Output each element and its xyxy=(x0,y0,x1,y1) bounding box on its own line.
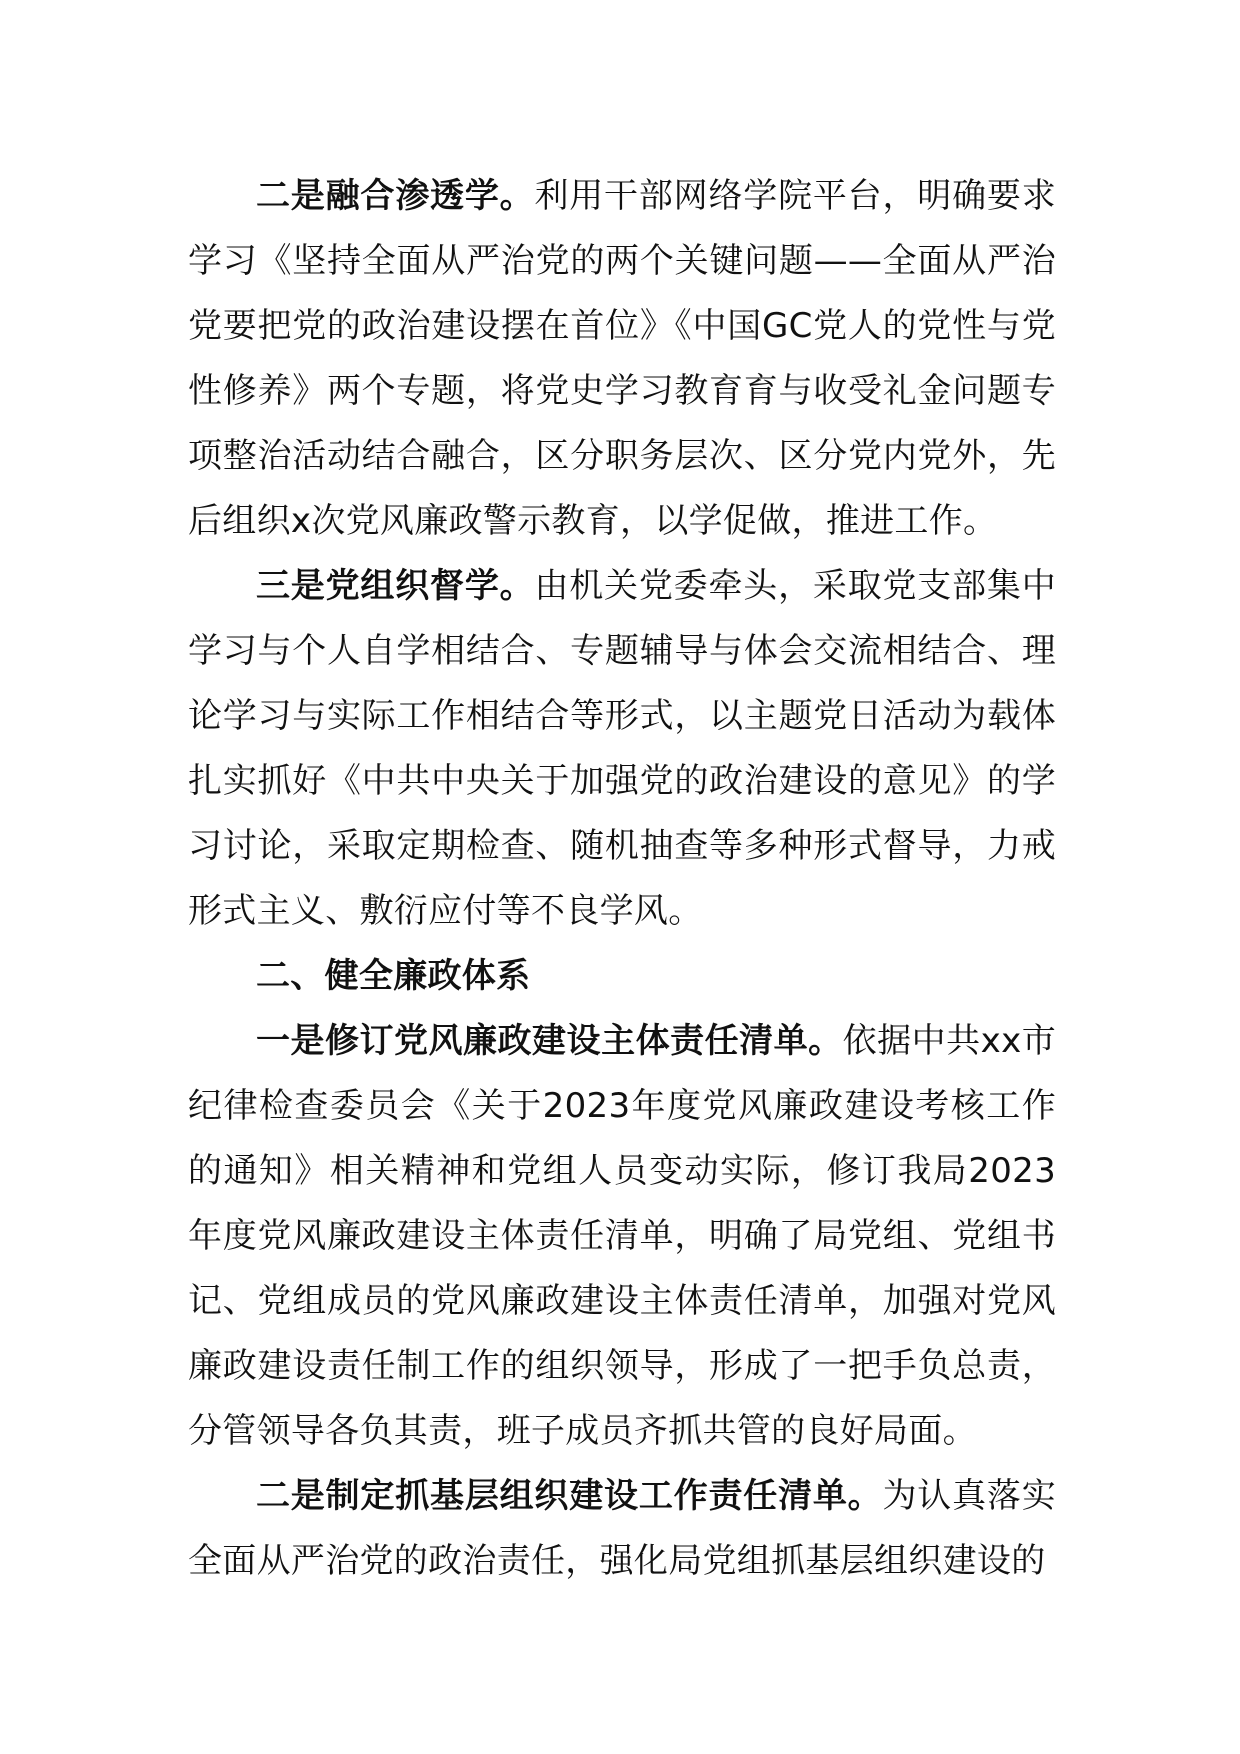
paragraph-body: 依据中共xx市纪律检查委员会《关于2023年度党风廉政建设考核工作的通知》相关精神和党组人员变动实际，修订我局2023年度党风廉政建设主体责任清单，明确了局党组、党组书记、党组成员的党风廉政建设主体责任清单，加强对党风廉政建设责任制工作的组织领导，形成了一把手负总责，分管领导各负其责，班子成员齐抓共管的良好局面。 xyxy=(188,1021,1057,1451)
paragraph-lead: 二是制定抓基层组织建设工作责任清单。 xyxy=(256,1476,883,1516)
paragraph-responsibility-list xyxy=(188,1009,1056,1464)
paragraph-grassroots-list xyxy=(188,1464,1056,1594)
paragraph-lead: 三是党组织督学。 xyxy=(256,566,535,606)
paragraph-body: 为认真落实全面从严治党的政治责任，强化局党组抓基层组织建设的 xyxy=(188,1476,1057,1581)
paragraph-lead: 一是修订党风廉政建设主体责任清单。 xyxy=(256,1021,843,1061)
paragraph-body: 利用干部网络学院平台，明确要求学习《坚持全面从严治党的两个关键问题——全面从严治党要把党的政治建设摆在首位》《中国GC党人的党性与党性修养》两个专题，将党史学习教育育与收受礼金问题专项整治活动结合融合，区分职务层次、区分党内党外，先后组织x次党风廉政警示教育，以学促做，推进工作。 xyxy=(188,176,1056,541)
section-heading: 二、健全廉政体系 xyxy=(256,956,531,996)
paragraph-lead: 二是融合渗透学。 xyxy=(256,176,535,216)
paragraph-body: 由机关党委牵头，采取党支部集中学习与个人自学相结合、专题辅导与体会交流相结合、理论学习与实际工作相结合等形式，以主题党日活动为载体扎实抓好《中共中央关于加强党的政治建设的意见》的学习讨论，采取定期检查、随机抽查等多种形式督导，力戒形式主义、敷衍应付等不良学风。 xyxy=(188,566,1056,931)
paragraph-integration-study xyxy=(188,164,1056,554)
paragraph-party-supervision xyxy=(188,554,1056,944)
document-page xyxy=(188,164,1056,1594)
